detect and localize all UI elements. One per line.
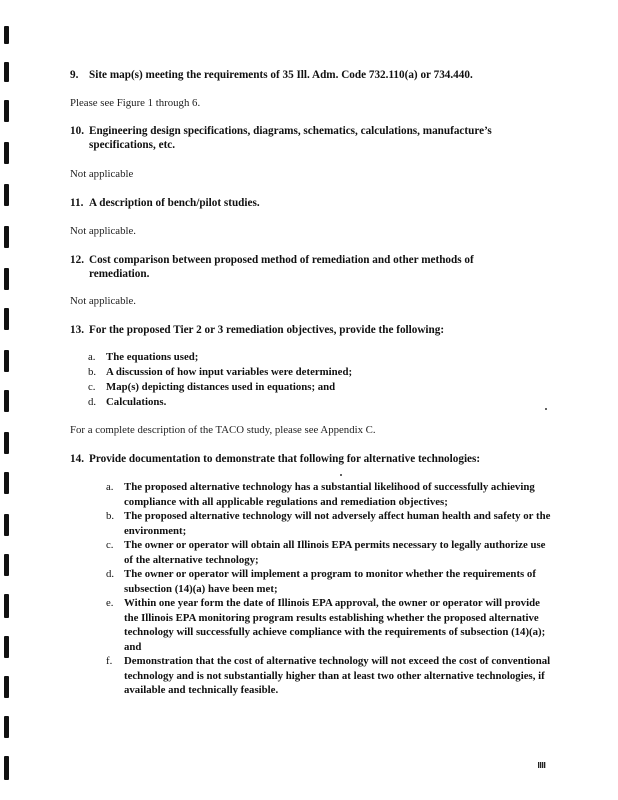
list-item-text: The owner or operator will obtain all Illinois EPA permits necessary to legally authorize use of the alternative technology; <box>124 539 546 566</box>
question-14 <box>70 452 560 466</box>
list-item-label: d. <box>88 396 97 408</box>
question-12 <box>70 253 530 281</box>
list-item-text: Map(s) depicting distances used in equations; and <box>106 381 336 393</box>
answer-10: Not applicable <box>70 168 134 180</box>
list-item <box>106 567 552 596</box>
list-item-label: b. <box>106 510 115 522</box>
binder-mark <box>4 308 9 330</box>
question-11 <box>70 196 540 210</box>
binder-mark <box>4 26 9 44</box>
scan-speck <box>340 474 342 476</box>
list-item-text: The equations used; <box>106 351 199 363</box>
question-text: Cost comparison between proposed method of remediation and other methods of remediation. <box>89 254 474 280</box>
binder-mark <box>4 594 9 618</box>
list-item-text: A discussion of how input variables were determined; <box>106 366 353 378</box>
binder-mark <box>4 268 9 290</box>
binder-mark <box>4 472 9 494</box>
binder-mark <box>4 716 9 738</box>
binder-mark <box>4 756 9 780</box>
binder-mark <box>4 100 9 122</box>
binder-mark <box>4 554 9 576</box>
binder-mark <box>4 636 9 658</box>
page-corner-mark <box>538 762 546 768</box>
list-item-text: The owner or operator will implement a program to monitor whether the requirements of subsection (14)(a) have been met; <box>124 568 536 595</box>
question-text: Engineering design specifications, diagrams, schematics, calculations, manufacture’s specifications, etc. <box>89 125 492 151</box>
question-9 <box>70 68 540 82</box>
list-item <box>88 350 508 365</box>
question-number: 10. <box>70 125 84 137</box>
list-item-text: The proposed alternative technology will not adversely affect human health and safety or the environment; <box>124 510 551 537</box>
answer-11: Not applicable. <box>70 225 136 237</box>
binder-mark <box>4 62 9 82</box>
list-item-label: c. <box>106 539 114 551</box>
binder-mark <box>4 184 9 206</box>
list-item <box>106 654 552 698</box>
binder-mark <box>4 226 9 248</box>
list-item <box>106 538 552 567</box>
list-item <box>106 596 552 654</box>
answer-9: Please see Figure 1 through 6. <box>70 97 201 109</box>
list-item <box>106 509 552 538</box>
question-number: 11. <box>70 197 84 209</box>
question-text: Site map(s) meeting the requirements of 35 Ill. Adm. Code 732.110(a) or 734.440. <box>89 69 473 81</box>
list-item-label: c. <box>88 381 96 393</box>
binder-mark <box>4 432 9 454</box>
binder-mark <box>4 676 9 698</box>
binder-mark <box>4 390 9 412</box>
list-item <box>88 380 508 395</box>
question-text: A description of bench/pilot studies. <box>89 197 260 209</box>
list-item-label: b. <box>88 366 97 378</box>
list-item <box>88 365 508 380</box>
question-13 <box>70 323 550 337</box>
answer-13: For a complete description of the TACO study, please see Appendix C. <box>70 424 376 436</box>
question-number: 13. <box>70 324 84 336</box>
answer-12: Not applicable. <box>70 295 136 307</box>
list-item-label: f. <box>106 655 113 667</box>
list-item-text: Within one year form the date of Illinois EPA approval, the owner or operator will provide the Illinois EPA monitoring program results establishing whether the proposed alternative technology will successfully achieve compliance with the requirements of subsection (14)(a); and <box>124 597 546 653</box>
list-item-text: Demonstration that the cost of alternative technology will not exceed the cost of conventional technology and is not substantially higher than at least two other alternative technologies, if available and technically feasible. <box>124 655 551 697</box>
binder-mark <box>4 142 9 164</box>
question-number: 9. <box>70 69 79 81</box>
binder-mark <box>4 514 9 536</box>
list-item-text: The proposed alternative technology has a substantial likelihood of successfully achieving compliance with all applicable regulations and remediation objectives; <box>124 481 535 508</box>
binder-mark <box>4 350 9 372</box>
question-number: 12. <box>70 254 84 266</box>
list-item-text: Calculations. <box>106 396 167 408</box>
question-text: Provide documentation to demonstrate that following for alternative technologies: <box>89 453 481 465</box>
list-item-label: a. <box>106 481 114 493</box>
list-item <box>88 395 508 410</box>
scan-speck <box>545 408 547 410</box>
list-item-label: a. <box>88 351 96 363</box>
question-number: 14. <box>70 453 84 465</box>
list-item-label: e. <box>106 597 114 609</box>
list-item <box>106 480 552 509</box>
question-text: For the proposed Tier 2 or 3 remediation objectives, provide the following: <box>89 324 445 336</box>
list-item-label: d. <box>106 568 115 580</box>
question-10 <box>70 124 548 152</box>
